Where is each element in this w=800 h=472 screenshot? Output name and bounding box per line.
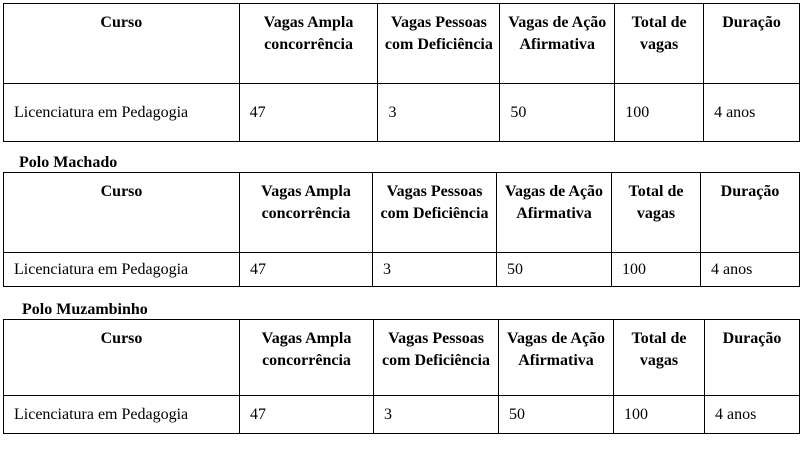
header-vagas-ampla: Vagas Ampla concorrência bbox=[239, 4, 378, 84]
cell-total-vagas: 100 bbox=[614, 396, 705, 434]
header-total-vagas: Total de vagas bbox=[614, 320, 705, 396]
header-vagas-pcd: Vagas Pessoas com Deficiência bbox=[374, 320, 499, 396]
cell-curso: Licenciatura em Pedagogia bbox=[4, 396, 240, 434]
header-vagas-acao-afirmativa: Vagas de Ação Afirmativa bbox=[497, 173, 612, 253]
cell-vagas-ampla: 47 bbox=[240, 253, 373, 287]
cell-duracao: 4 anos bbox=[705, 396, 800, 434]
cell-vagas-pcd: 3 bbox=[374, 396, 499, 434]
cell-vagas-acao-afirmativa: 50 bbox=[499, 396, 614, 434]
cell-duracao: 4 anos bbox=[701, 253, 800, 287]
table-header-row bbox=[4, 4, 800, 84]
header-duracao: Duração bbox=[705, 320, 800, 396]
header-vagas-acao-afirmativa: Vagas de Ação Afirmativa bbox=[500, 4, 615, 84]
table-header-row bbox=[4, 173, 800, 253]
header-vagas-pcd: Vagas Pessoas com Deficiência bbox=[373, 173, 497, 253]
header-vagas-pcd: Vagas Pessoas com Deficiência bbox=[378, 4, 500, 84]
cell-duracao: 4 anos bbox=[704, 84, 800, 142]
header-curso: Curso bbox=[4, 320, 240, 396]
cell-curso: Licenciatura em Pedagogia bbox=[4, 253, 240, 287]
cell-vagas-acao-afirmativa: 50 bbox=[500, 84, 615, 142]
cell-vagas-ampla: 47 bbox=[240, 396, 374, 434]
polo-muzambinho-heading: Polo Muzambinho bbox=[22, 301, 148, 318]
header-vagas-acao-afirmativa: Vagas de Ação Afirmativa bbox=[499, 320, 614, 396]
header-duracao: Duração bbox=[704, 4, 800, 84]
cell-vagas-acao-afirmativa: 50 bbox=[497, 253, 612, 287]
header-curso: Curso bbox=[4, 4, 240, 84]
cell-total-vagas: 100 bbox=[615, 84, 704, 142]
cell-total-vagas: 100 bbox=[612, 253, 701, 287]
header-total-vagas: Total de vagas bbox=[615, 4, 704, 84]
polo-machado-heading: Polo Machado bbox=[19, 154, 118, 171]
header-duracao: Duração bbox=[701, 173, 800, 253]
vagas-table-1 bbox=[3, 3, 800, 142]
header-vagas-ampla: Vagas Ampla concorrência bbox=[240, 173, 373, 253]
vagas-table-polo-machado bbox=[3, 172, 800, 287]
table-row bbox=[4, 84, 800, 142]
header-curso: Curso bbox=[4, 173, 240, 253]
table-row bbox=[4, 253, 800, 287]
table-header-row bbox=[4, 320, 800, 396]
cell-vagas-pcd: 3 bbox=[378, 84, 500, 142]
vagas-table-polo-muzambinho bbox=[3, 319, 800, 434]
header-vagas-ampla: Vagas Ampla concorrência bbox=[240, 320, 374, 396]
table-row bbox=[4, 396, 800, 434]
cell-curso: Licenciatura em Pedagogia bbox=[4, 84, 240, 142]
cell-vagas-pcd: 3 bbox=[373, 253, 497, 287]
cell-vagas-ampla: 47 bbox=[239, 84, 378, 142]
header-total-vagas: Total de vagas bbox=[612, 173, 701, 253]
